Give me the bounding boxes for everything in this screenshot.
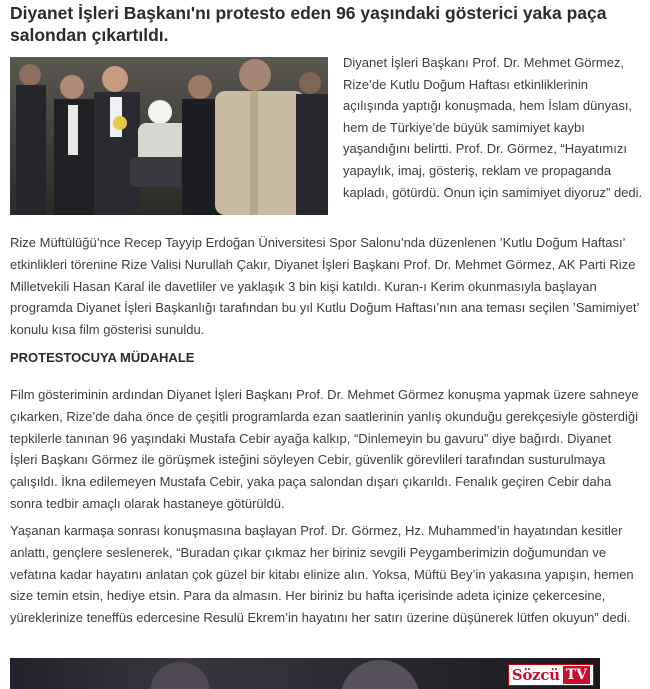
logo-brand-tv: TV [563, 666, 590, 684]
video-frame-shape [340, 660, 420, 689]
video-player[interactable] [10, 658, 600, 689]
video-frame-shape [150, 662, 210, 689]
article-paragraph-1: Rize Müftülüğü’nce Recep Tayyip Erdoğan Üniversitesi Spor Salonu’nda düzenlenen ’Kutlu Doğum Haftası’ etkinlikleri törenine Rize Valisi Nurullah Çakır, Diyanet İşleri Başkanı Prof. Dr. Mehmet Görmez, AK Parti Rize Milletvekili Hasan Karal ile davetliler ve yaklaşık 3 bin kişi katıldı. Kuran-ı Kerim okunmasıyla başlayan programda Diyanet İşleri Başkanlığı tarafından bu yıl Kutlu Doğum Haftası’nın ana teması seçilen ’Samimiyet’ konulu kısa film gösterisi sunuldu. [10, 235, 639, 338]
news-photo-crowd-icon [10, 57, 328, 215]
article-intro: Diyanet İşleri Başkanı Prof. Dr. Mehmet Görmez, Rize’de Kutlu Doğum Haftası etkinliklerinin açılışında yaptığı konuşmada, hem İslam dünyası, hem de Türkiye’de büyük samimiyet kaybı yaşandığını belirtti. Prof. Dr. Görmez, “Hayatımızı yapaylık, imaj, gösteriş, reklam ve propaganda kapladı, götürdü. Onun için samimiyet diyoruz” dedi. [343, 55, 643, 200]
article-subheading: PROTESTOCUYA MÜDAHALE [10, 350, 195, 365]
article-title: Diyanet İşleri Başkanı'nı protesto eden 96 yaşındaki gösterici yaka paça salondan çıkartıldı. [10, 3, 607, 45]
sozcu-tv-logo [508, 664, 594, 686]
article-photo [10, 57, 328, 215]
logo-brand-name: Sözcü [511, 666, 560, 684]
article-paragraph-3: Yaşanan karmaşa sonrası konuşmasına başlayan Prof. Dr. Görmez, Hz. Muhammed’in hayatından kesitler anlattı, gençlere seslenerek, “Buradan çıkar çıkmaz her biriniz sevgili Peygamberimizin doğumundan ve vefatına kadar hayatını anlatan çok güzel bir kitabı elinize alın. Yoksa, Müftü Bey’in yakasına yapışın, hemen size temin etsin, hediye etsin. Para da almasın. Her biriniz bu hafta içerisinde adeta içinize çekercesine, yüreklerinize teneffüs edercesine Resulü Ekrem’in hayatını her satırı üzerine düşünerek lütfen okuyun” dedi. [10, 523, 634, 626]
article-paragraph-2: Film gösteriminin ardından Diyanet İşleri Başkanı Prof. Dr. Mehmet Görmez konuşma yapmak üzere sahneye çıkarken, Rize’de daha önce de çeşitli programlarda ezan saatlerinin yanlış okunduğu gerekçesiyle gösterdiği tepkilerle tanınan 96 yaşındaki Mustafa Cebir ayağa kalkıp, “Dinlemeyin bu gavuru” diye bağırdı. Diyanet İşleri Başkanı Görmez ile görüşmek isteğini söyleyen Cebir, güvenlik görevlileri tarafından susturulmaya çalışıldı. İkna edilemeyen Mustafa Cebir, yaka paça salondan dışarı çıkarıldı. Fenalık geçiren Cebir daha sonra tedbir amaçlı olarak hastaneye götürüldü. [10, 387, 639, 511]
